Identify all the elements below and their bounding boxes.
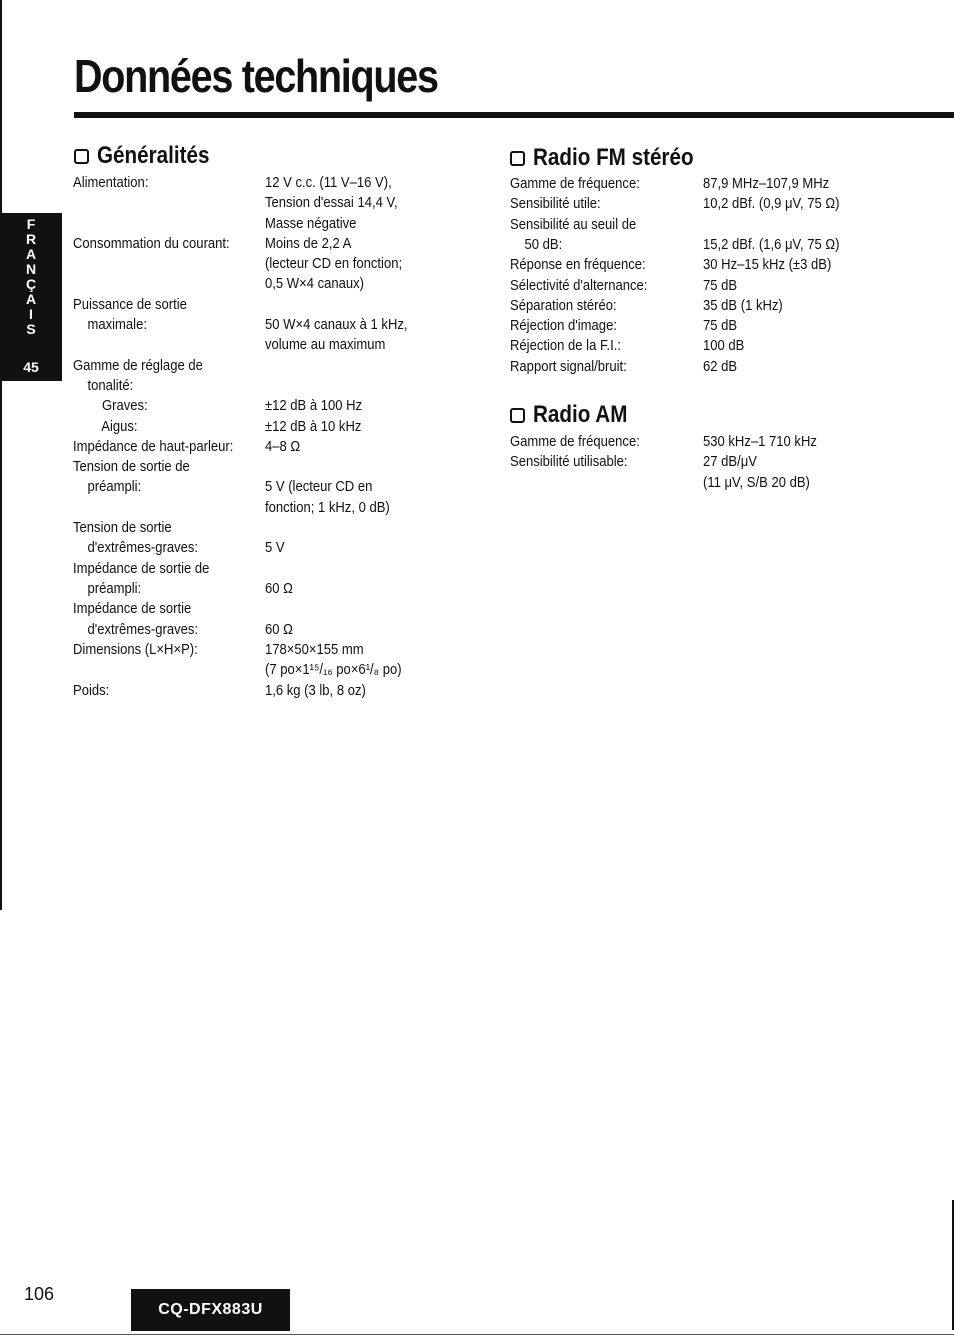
section-heading-radio-am: [510, 401, 643, 429]
spec-value: 15,2 dBf. (1,6 μV, 75 Ω): [703, 236, 840, 253]
spec-label: Poids:: [73, 682, 110, 699]
spec-value: 12 V c.c. (11 V–16 V),: [265, 175, 392, 191]
spec-value: 87,9 MHz–107,9 MHz: [703, 176, 830, 192]
spec-value: 100 dB: [703, 338, 745, 355]
title-rule: [74, 112, 954, 118]
spec-value: 75 dB: [703, 318, 738, 335]
footer-model-badge: CQ-DFX883U: [131, 1289, 290, 1331]
spec-label: Rapport signal/bruit:: [510, 358, 627, 375]
spec-label: Puissance de sortie: [73, 296, 187, 313]
spec-value: fonction; 1 kHz, 0 dB): [265, 499, 390, 516]
language-tab-letter: F: [26, 216, 36, 232]
language-tab-letter: S: [26, 321, 36, 337]
spec-value: 60 Ω: [265, 621, 293, 638]
spec-label: maximale:: [73, 317, 147, 334]
spec-label: Tension de sortie: [73, 520, 172, 537]
spec-value: 27 dB/μV: [703, 454, 757, 471]
page-title: Données techniques: [74, 50, 438, 102]
spec-value: 5 V (lecteur CD en: [265, 479, 373, 496]
section-heading-label: Radio FM stéréo: [533, 144, 694, 171]
language-tab-letter: Ç: [25, 276, 37, 292]
spec-label: Impédance de sortie: [73, 601, 192, 618]
footer-page-number: 106: [24, 1284, 55, 1304]
spec-label: d'extrêmes-graves:: [73, 540, 199, 557]
language-tab-letter: A: [25, 291, 37, 307]
section-heading-label: Généralités: [97, 142, 210, 169]
spec-label: Gamme de fréquence:: [510, 176, 640, 192]
spec-value: 530 kHz–1 710 kHz: [703, 434, 817, 450]
spec-value: Tension d'essai 14,4 V,: [265, 195, 398, 212]
spec-value: 1,6 kg (3 lb, 8 oz): [265, 682, 366, 699]
spec-value: (7 po×1¹⁵/₁₆ po×6¹/₈ po): [265, 662, 402, 679]
spec-value: 10,2 dBf. (0,9 μV, 75 Ω): [703, 196, 840, 213]
spec-label: Impédance de haut-parleur:: [73, 438, 234, 455]
spec-label: Graves:: [73, 398, 148, 415]
checkbox-square-icon: [510, 408, 525, 423]
spec-value: 30 Hz–15 kHz (±3 dB): [703, 257, 832, 274]
section-heading-label: Radio AM: [533, 401, 628, 428]
spec-value: 50 W×4 canaux à 1 kHz,: [265, 317, 408, 334]
spec-value: ±12 dB à 10 kHz: [265, 418, 362, 435]
language-tab-letter: A: [25, 246, 37, 262]
language-tab-letter: I: [29, 306, 33, 322]
spec-value: (lecteur CD en fonction;: [265, 256, 403, 273]
spec-value: 178×50×155 mm: [265, 641, 364, 658]
spec-label: Dimensions (L×H×P):: [73, 641, 198, 658]
spec-value: 4–8 Ω: [265, 438, 301, 455]
spec-label: Gamme de fréquence:: [510, 434, 640, 450]
spec-value: volume au maximum: [265, 337, 386, 354]
language-tab-letters: [0, 217, 62, 337]
spec-value: (11 μV, S/B 20 dB): [703, 474, 810, 491]
spec-label: Tension de sortie de: [73, 459, 190, 476]
spec-label: Sélectivité d'alternance:: [510, 277, 648, 294]
spec-value: Masse négative: [265, 215, 357, 232]
spec-value: Moins de 2,2 A: [265, 235, 352, 252]
section-heading-radio-fm: [510, 144, 720, 172]
spec-label: 50 dB:: [510, 236, 563, 253]
language-tab-letter: N: [25, 261, 37, 277]
spec-label: d'extrêmes-graves:: [73, 621, 199, 638]
spec-label: Gamme de réglage de: [73, 357, 203, 374]
spec-label: Sensibilité utilisable:: [510, 454, 628, 471]
bottom-rule: [0, 1334, 954, 1335]
spec-value: 60 Ω: [265, 580, 293, 597]
spec-value: ±12 dB à 100 Hz: [265, 398, 363, 415]
spec-label: préampli:: [73, 580, 142, 597]
language-tab-page-number: 45: [23, 359, 39, 375]
spec-label: Réjection d'image:: [510, 318, 617, 335]
spec-label: Réjection de la F.I.:: [510, 338, 621, 355]
spec-value: 75 dB: [703, 277, 738, 294]
spec-label: Consommation du courant:: [73, 235, 230, 252]
spec-value: 0,5 W×4 canaux): [265, 276, 365, 293]
checkbox-square-icon: [74, 149, 89, 164]
spec-value: 62 dB: [703, 358, 738, 375]
language-tab-letter: R: [25, 231, 37, 247]
spec-label: Impédance de sortie de: [73, 560, 210, 577]
section-heading-generalites: [74, 142, 228, 170]
page-edge-bar: [0, 0, 2, 910]
spec-value: 5 V: [265, 540, 285, 557]
spec-label: Sensibilité utile:: [510, 196, 601, 213]
spec-label: Séparation stéréo:: [510, 297, 617, 314]
spec-label: Alimentation:: [73, 175, 149, 191]
spec-label: Réponse en fréquence:: [510, 257, 646, 274]
spec-label: préampli:: [73, 479, 142, 496]
spec-label: Sensibilité au seuil de: [510, 216, 637, 233]
spec-value: 35 dB (1 kHz): [703, 297, 783, 314]
spec-label: tonalité:: [73, 377, 134, 394]
checkbox-square-icon: [510, 151, 525, 166]
spec-label: Aigus:: [73, 418, 138, 435]
language-tab: [0, 213, 62, 381]
